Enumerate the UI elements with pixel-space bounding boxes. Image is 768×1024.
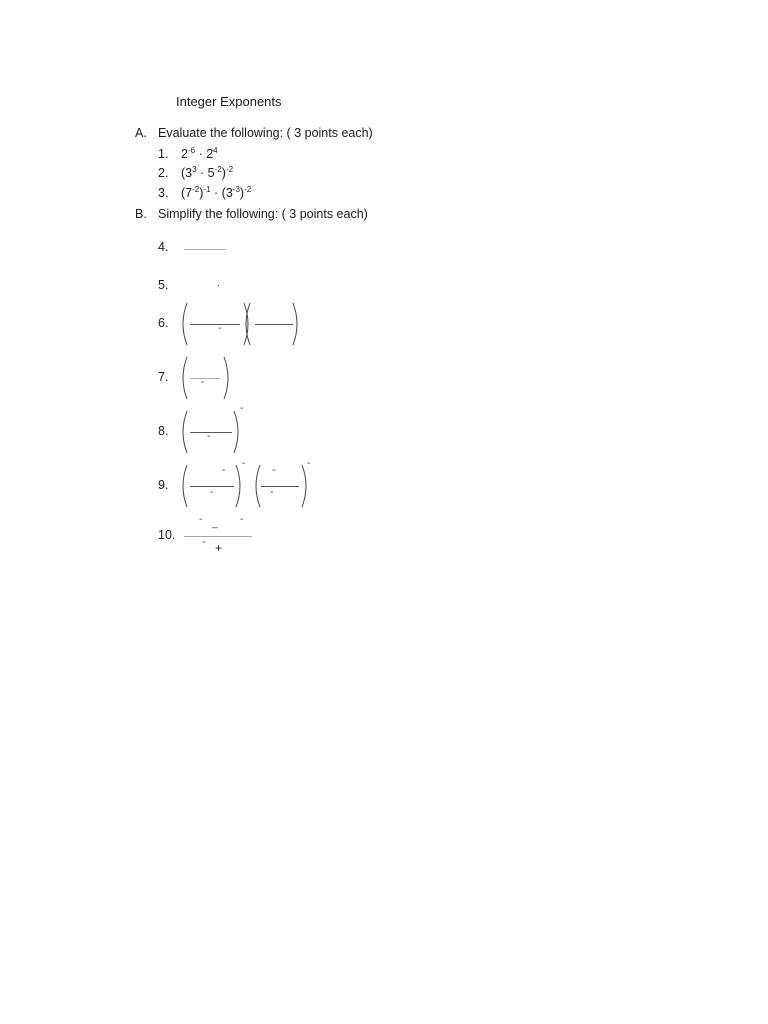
problem-8-minus-denominator: - <box>207 431 211 442</box>
problem-7-fraction-bar <box>190 378 220 379</box>
problem-5-number: 5. <box>158 278 169 292</box>
problem-1-expression: $2^{-6} \cdot 2^4$ <box>181 146 218 161</box>
problem-10-number: 10. <box>158 528 176 542</box>
problem-9-fraction-bar-right <box>261 486 299 487</box>
problem-2-number: 2. <box>158 166 169 180</box>
problem-4-fraction-bar <box>184 249 226 250</box>
problem-7-number: 7. <box>158 370 169 384</box>
page-title: Integer Exponents <box>176 94 282 109</box>
problem-6-fraction-bar-left <box>190 324 240 325</box>
problem-9-minus-3: - <box>242 458 246 469</box>
section-a-heading: Evaluate the following: ( 3 points each) <box>158 126 373 140</box>
problem-9-minus-4: - <box>272 465 276 476</box>
problem-8-fraction-bar <box>190 432 232 433</box>
problem-6-number: 6. <box>158 316 169 330</box>
problem-7-minus: - <box>201 377 205 388</box>
problem-9-minus-2: - <box>210 487 214 498</box>
problem-8-number: 8. <box>158 424 169 438</box>
problem-2-expression: $(3^3 \cdot 5^{-2})^{-2}$ <box>181 165 234 180</box>
problem-10-minus-2: - <box>240 514 244 525</box>
section-b-letter: B. <box>135 207 147 221</box>
problem-10-minus-1: - <box>199 514 203 525</box>
problem-6-fraction-bar-right <box>255 324 293 325</box>
problem-10-plus: + <box>215 541 223 555</box>
problem-9-minus-5: - <box>270 487 274 498</box>
problem-10-minus-3: - <box>202 537 206 548</box>
problem-6-minus: - <box>218 323 222 334</box>
problem-10-fraction-bar <box>184 536 252 537</box>
section-a-letter: A. <box>135 126 147 140</box>
problem-9-minus-6: - <box>307 458 311 469</box>
section-b-heading: Simplify the following: ( 3 points each) <box>158 207 368 221</box>
problem-4-number: 4. <box>158 240 169 254</box>
problem-9-number: 9. <box>158 478 169 492</box>
problem-9-minus-1: - <box>222 465 226 476</box>
problem-10-underscore: _ <box>212 518 218 529</box>
problem-3-number: 3. <box>158 186 169 200</box>
problem-1-number: 1. <box>158 147 169 161</box>
problem-8-minus-exponent: - <box>240 403 244 414</box>
problem-3-expression: $(7^{-2})^{-1} \cdot (3^{-3})^{-2}$ <box>181 185 252 200</box>
problem-5-mark: . <box>217 278 220 289</box>
